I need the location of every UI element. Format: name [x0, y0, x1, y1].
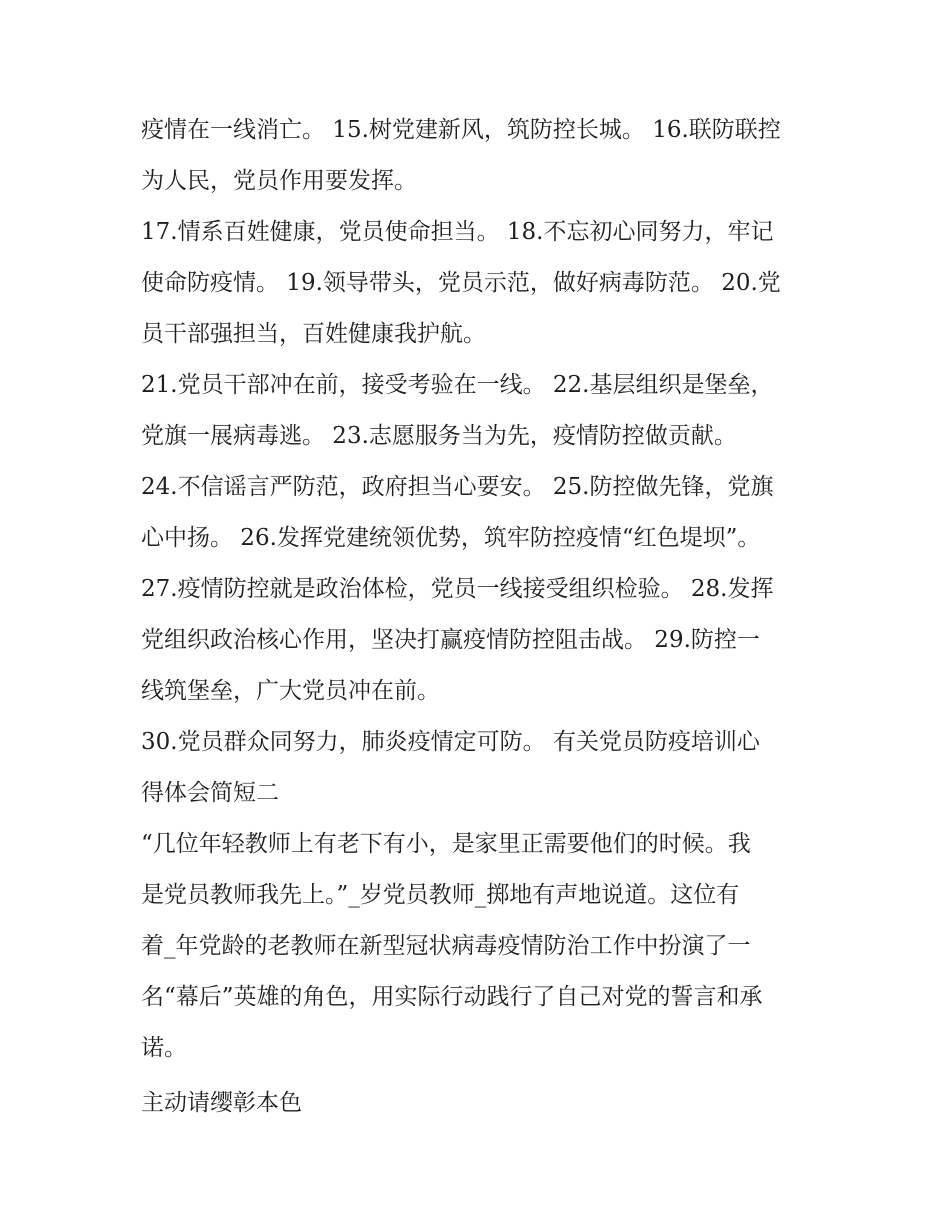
text-line: 17.情系百姓健康，党员使命担当。 18.不忘初心同努力，牢记	[141, 219, 774, 245]
text-line: 24.不信谣言严防范，政府担当心要安。 25.防控做先锋，党旗	[141, 474, 774, 500]
text-line: 是党员教师我先上。”_岁党员教师_掷地有声地说道。这位有	[141, 882, 740, 908]
text-line: 党组织政治核心作用，坚决打赢疫情防控阻击战。 29.防控一	[141, 627, 760, 653]
section-heading: 主动请缨彰本色	[141, 1090, 302, 1116]
text-line: 30.党员群众同努力，肺炎疫情定可防。 有关党员防疫培训心	[141, 729, 760, 755]
text-line: 党旗一展病毒逃。 23.志愿服务当为先，疫情防控做贡献。	[141, 423, 737, 449]
document-body	[141, 105, 813, 1129]
text-line: 使命防疫情。 19.领导带头，党员示范，做好病毒防范。 20.党	[141, 270, 781, 296]
text-line: “几位年轻教师上有老下有小，是家里正需要他们的时候。我	[141, 831, 751, 857]
text-line: 心中扬。 26.发挥党建统领优势，筑牢防控疫情“红色堤坝”。	[141, 525, 761, 551]
text-line: 着_年党龄的老教师在新型冠状病毒疫情防治工作中扮演了一	[141, 933, 751, 959]
text-line: 名“幕后”英雄的角色，用实际行动践行了自己对党的誓言和承	[141, 984, 763, 1010]
text-line: 疫情在一线消亡。 15.树党建新风，筑防控长城。 16.联防联控	[141, 117, 781, 143]
text-line: 得体会简短二	[141, 780, 279, 806]
text-line: 诺。	[141, 1035, 187, 1061]
text-line: 27.疫情防控就是政治体检，党员一线接受组织检验。 28.发挥	[141, 576, 774, 602]
text-line: 员干部强担当，百姓健康我护航。	[141, 321, 486, 347]
text-line: 为人民，党员作用要发挥。	[141, 168, 417, 194]
text-line: 线筑堡垒，广大党员冲在前。	[141, 678, 440, 704]
text-line: 21.党员干部冲在前，接受考验在一线。 22.基层组织是堡垒，	[141, 372, 774, 398]
